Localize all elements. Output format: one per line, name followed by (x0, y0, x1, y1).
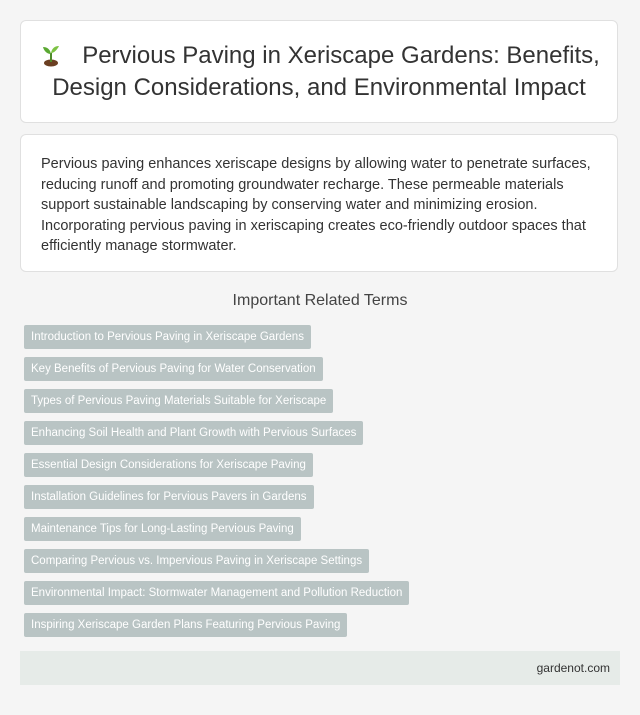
related-term-tag[interactable]: Key Benefits of Pervious Paving for Water Conservation (24, 357, 323, 381)
summary-card (20, 134, 618, 272)
related-term-tag[interactable]: Comparing Pervious vs. Impervious Paving in Xeriscape Settings (24, 549, 369, 573)
sprout-icon (38, 41, 64, 67)
title-card (20, 20, 618, 123)
related-term-tag[interactable]: Environmental Impact: Stormwater Management and Pollution Reduction (24, 581, 409, 605)
related-term-tag[interactable]: Essential Design Considerations for Xeriscape Paving (24, 453, 313, 477)
related-terms-heading: Important Related Terms (232, 292, 408, 309)
related-term-tag[interactable]: Enhancing Soil Health and Plant Growth with Pervious Surfaces (24, 421, 363, 445)
related-term-tag[interactable]: Maintenance Tips for Long-Lasting Pervious Paving (24, 517, 301, 541)
page-title (21, 40, 617, 104)
related-term-tag[interactable]: Types of Pervious Paving Materials Suitable for Xeriscape (24, 389, 333, 413)
related-term-tag[interactable]: Inspiring Xeriscape Garden Plans Featuring Pervious Paving (24, 613, 347, 637)
page-title-text: Pervious Paving in Xeriscape Gardens: Benefits, Design Considerations, and Environmental Impact (52, 41, 600, 101)
related-term-tag[interactable]: Introduction to Pervious Paving in Xeriscape Gardens (24, 325, 311, 349)
footer (20, 651, 620, 685)
summary-text: Pervious paving enhances xeriscape designs by allowing water to penetrate surfaces, reducing runoff and promoting groundwater recharge. These permeable materials support sustainable landscaping by conserving water and minimizing erosion. Incorporating pervious paving in xeriscaping creates eco-friendly outdoor spaces that efficiently manage stormwater. (41, 156, 591, 254)
related-term-tag[interactable]: Installation Guidelines for Pervious Pavers in Gardens (24, 485, 314, 509)
footer-site-link[interactable]: gardenot.com (536, 661, 610, 675)
related-terms-list (24, 325, 409, 645)
